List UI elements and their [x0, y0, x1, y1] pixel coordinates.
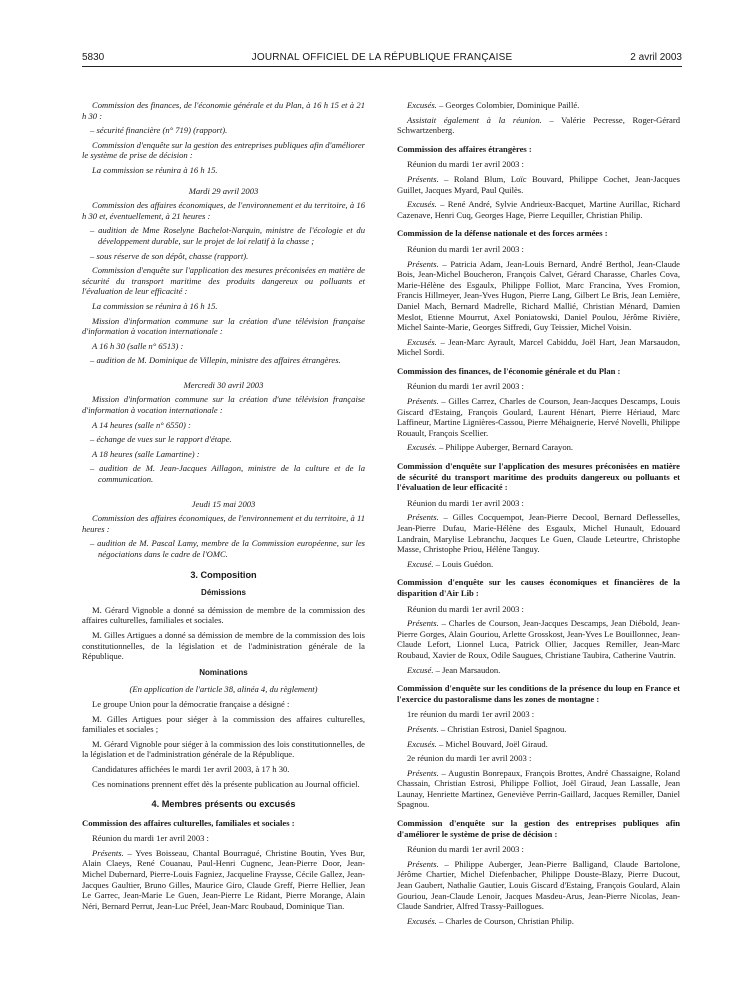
left-column: [82, 100, 365, 915]
excused-label: Excusés.: [407, 442, 437, 453]
excused-names: – Jean-Marc Ayrault, Marcel Cabiddu, Joël Hart, Jean Marsaudon, Michel Sordi.: [397, 336, 680, 358]
agenda-time: A 14 heures (salle n° 6550) :: [92, 419, 191, 430]
agenda-item: – audition de M. Jean-Jacques Aillagon, ministre de la culture et de la communication.: [90, 463, 365, 485]
agenda-item: – audition de Mme Roselyne Bachelot-Narquin, ministre de l'écologie et du développement durable, sur le projet de loi relatif à la chasse ;: [90, 225, 365, 246]
issue-date: 2 avril 2003: [630, 52, 682, 63]
body-paragraph: M. Gérard Vignoble pour siéger à la commission des lois constitutionnelles, de la législation et de l'administration générale de la République.: [82, 738, 365, 760]
section-heading: 4. Membres présents ou excusés: [151, 799, 296, 810]
present-label: Présents.: [407, 858, 439, 869]
attendance-present: [397, 396, 680, 438]
attendance-present: [397, 174, 680, 195]
present-label: Présents.: [407, 767, 439, 778]
present-names: – Philippe Auberger, Jean-Pierre Balligand, Claude Bartolone, Jérôme Chartier, Michel Diefenbacher, Philippe Douste-Blazy, Pierre Ducout, Jean Gaubert, Nathalie Gautier, Louis Giscard d'Estaing, François Goulard, Alain Gouriou, Jean-Claude Lenoir, Jacques Masdeu-Arus, Jean-Pierre Nicolas, Jean-Claude Sandrier, Alfred Trassy-Paillogues.: [397, 858, 680, 912]
agenda-paragraph: Mission d'information commune sur la création d'une télévision française d'information à vocation internationale :: [82, 394, 365, 416]
right-column: [397, 100, 680, 930]
commission-title: Commission de la défense nationale et des forces armées :: [397, 228, 608, 239]
present-names: – Patricia Adam, Jean-Louis Bernard, André Berthol, Jean-Claude Bois, Jean-Michel Boucheron, François Calvet, Gérard Charasse, Charles Cova, Marie-Hélène des Esgaulx, Philippe Folliot, Marc Francina, Yves Fromion, Francis Hillmeyer, Jean-Yves Hugon, Pierre Lang, Gilbert Le Bris, Jean Lemière, Daniel Mach, Bernard Madrelle, Richard Mallié, Christian Ménard, Damien Meslot, Etienne Mourrut, Axel Poniatowski, Daniel Poulou, Jérôme Rivière, Michel Sainte-Marie, Georges Siffredi, Guy Teissier, Michel Voisin.: [397, 258, 680, 333]
excused-label: Excusés.: [407, 100, 437, 110]
commission-title: Commission d'enquête sur la gestion des entreprises publiques afin d'améliorer le système de prise de décision :: [397, 818, 680, 839]
meeting-line: Réunion du mardi 1er avril 2003 :: [407, 159, 524, 170]
attendance-present: [397, 859, 680, 912]
present-names: – Yves Boisseau, Chantal Bourragué, Christine Boutin, Yves Bur, Alain Claeys, René Couanau, Paul-Henri Cugnenc, Jean-Pierre Door, Jean-Michel Dubernard, Pierre-Louis Fagniez, Jacqueline Fraysse, Cécile Gallez, Jean-Jacques Gaultier, Bruno Gilles, Maurice Giro, Claude Greff, Pierre Hellier, Jean Le Garrec, Jean-Marie Le Guen, Jean-Pierre Le Ridant, Pierre Morange, Alain Néri, Bernard Perrut, Jean-Luc Préel, Jean-Marc Roubaud, Dominique Tian.: [82, 847, 365, 911]
excused-names: – Georges Colombier, Dominique Paillé.: [436, 100, 580, 110]
meeting-line: Réunion du mardi 1er avril 2003 :: [407, 603, 524, 614]
meeting-line: 2e réunion du mardi 1er avril 2003 :: [407, 753, 532, 764]
meeting-line: 1re réunion du mardi 1er avril 2003 :: [407, 709, 535, 720]
commission-title: Commission des affaires culturelles, familiales et sociales :: [82, 817, 295, 828]
agenda-time: A 16 h 30 (salle n° 6513) :: [92, 340, 184, 351]
present-names: – Roland Blum, Loïc Bouvard, Philippe Cochet, Jean-Jacques Guillet, Jacques Myard, Paul Quilès.: [397, 173, 680, 195]
excused-label: Excusés.: [407, 336, 437, 347]
excused-names: – Charles de Courson, Christian Philip.: [436, 915, 574, 926]
attendance-present: [82, 848, 365, 912]
attendance-excused: [397, 739, 680, 750]
present-label: Présents.: [407, 512, 439, 523]
agenda-paragraph: Commission des affaires économiques, de l'environnement et du territoire, à 16 h 30 et, éventuellement, à 21 heures :: [82, 200, 365, 221]
agenda-item: – audition de M. Pascal Lamy, membre de la Commission européenne, sur les négociations dans le cadre de l'OMC.: [90, 538, 365, 559]
excused-names: – Philippe Auberger, Bernard Carayon.: [436, 442, 574, 453]
agenda-paragraph: Mission d'information commune sur la création d'une télévision française d'information à vocation internationale :: [82, 315, 365, 337]
attendance-excused: [397, 559, 680, 570]
agenda-item: – échange de vues sur le rapport d'étape.: [90, 434, 232, 445]
date-heading: Jeudi 15 mai 2003: [191, 498, 256, 509]
attendance-excused: [397, 199, 680, 220]
attendance-also: [397, 115, 680, 136]
subsection-heading: Démissions: [201, 588, 246, 598]
attendance-excused: [397, 442, 680, 453]
present-names: – Christian Estrosi, Daniel Spagnou.: [438, 723, 567, 734]
commission-title: Commission d'enquête sur l'application des mesures préconisées en matière de sécurité du transport maritime des produits dangereux ou polluants et l'évaluation de leur efficacité :: [397, 461, 680, 493]
attendance-excused: [397, 100, 680, 111]
subsection-heading: Nominations: [199, 667, 248, 677]
body-paragraph: Candidatures affichées le mardi 1er avril 2003, à 17 h 30.: [92, 763, 290, 774]
agenda-item: – sécurité financière (n° 719) (rapport).: [90, 125, 228, 136]
meeting-line: Réunion du mardi 1er avril 2003 :: [407, 381, 524, 392]
excused-label: Excusés.: [407, 199, 437, 210]
present-label: Présents.: [407, 723, 439, 734]
commission-title: Commission des affaires étrangères :: [397, 143, 532, 154]
attendance-present: [397, 724, 680, 735]
present-names: – Charles de Courson, Jean-Jacques Descamps, Jean Diébold, Jean-Pierre Gorges, Alain Gouriou, Arlette Grosskost, Jean-Yves Le Bouillonnec, Jean-Claude Lefort, Lionnel Luca, Patrick Ollier, Jacques Remiller, Jean-Marc Roubaud, Xavier de Roux, Odile Saugues, Christiane Taubira, Catherine Vautrin.: [397, 618, 680, 660]
present-names: – Augustin Bonrepaux, François Brottes, André Chassaigne, Roland Chassain, Christian Estrosi, Philippe Folliot, Joël Giraud, Jean Lassalle, Jean Launay, Henriette Martinez, Geneviève Perrin-Gaillard, Jacques Remiller, Daniel Spagnou.: [397, 767, 680, 810]
also-label: Assistait également à la réunion.: [407, 114, 542, 125]
excused-label: Excusés.: [407, 738, 437, 749]
commission-title: Commission des finances, de l'économie générale et du Plan :: [397, 365, 621, 376]
commission-title: Commission d'enquête sur les causes économiques et financières de la disparition d'Air Lib :: [397, 577, 680, 598]
excused-names: – René André, Sylvie Andrieux-Bacquet, Martine Aurillac, Richard Cazenave, Henri Cuq, Georges Hage, Pierre Lequiller, Christian Philip.: [397, 199, 680, 220]
agenda-paragraph: Commission d'enquête sur la gestion des entreprises publiques afin d'améliorer le système de prise de décision :: [82, 139, 366, 161]
present-label: Présents.: [407, 173, 439, 184]
excused-names: – Jean Marsaudon.: [433, 664, 501, 675]
agenda-item: – audition de M. Dominique de Villepin, ministre des affaires étrangères.: [90, 355, 341, 366]
excused-names: – Louis Guédon.: [433, 558, 494, 569]
agenda-item: – sous réserve de son dépôt, chasse (rapport).: [90, 250, 249, 261]
attendance-excused: [397, 916, 680, 927]
body-paragraph: M. Gérard Vignoble a donné sa démission de membre de la commission des affaires culturelles, familiales et sociales.: [82, 604, 365, 626]
excused-names: – Michel Bouvard, Joël Giraud.: [436, 738, 548, 749]
attendance-present: [397, 768, 680, 810]
journal-title: JOURNAL OFFICIEL DE LA RÉPUBLIQUE FRANÇAISE: [251, 52, 513, 63]
header-rule: [82, 66, 682, 67]
attendance-excused: [397, 665, 680, 676]
present-label: Présents.: [407, 258, 439, 269]
attendance-present: [397, 618, 680, 660]
meeting-line: Réunion du mardi 1er avril 2003 :: [407, 844, 524, 855]
meeting-line: Réunion du mardi 1er avril 2003 :: [407, 243, 524, 254]
attendance-present: [397, 512, 680, 554]
excused-label: Excusé.: [407, 558, 434, 569]
present-label: Présents.: [407, 396, 439, 407]
page-number: 5830: [82, 52, 105, 63]
agenda-note: La commission se réunira à 16 h 15.: [92, 164, 218, 175]
body-paragraph: M. Gilles Artigues pour siéger à la commission des affaires culturelles, familiales et sociales ;: [82, 713, 365, 735]
present-names: – Gilles Carrez, Charles de Courson, Jean-Jacques Descamps, Louis Giscard d'Estaing, François Goulard, Laurent Hénart, Pierre Hériaud, Marc Laffineur, Martine Lignières-Cassou, Pierre Méhaignerie, Hervé Novelli, Philippe Rouault, François Scellier.: [397, 396, 680, 438]
excused-label: Excusés.: [407, 915, 437, 926]
date-heading: Mardi 29 avril 2003: [188, 185, 259, 196]
meeting-line: Réunion du mardi 1er avril 2003 :: [407, 497, 524, 508]
agenda-time: A 18 heures (salle Lamartine) :: [92, 448, 200, 459]
agenda-paragraph: Commission des affaires économiques, de l'environnement et du territoire, à 11 heures :: [82, 513, 365, 534]
nomination-reference: (En application de l'article 38, alinéa 4, du règlement): [129, 684, 318, 695]
also-names: – Valérie Pecresse, Roger-Gérard Schwartzenberg.: [397, 114, 680, 136]
present-label: Présents.: [407, 618, 439, 629]
commission-title: Commission d'enquête sur les conditions de la présence du loup en France et l'exercice du pastoralisme dans les zones de montagne :: [397, 683, 680, 704]
present-label: Présents.: [92, 847, 124, 858]
present-names: – Gilles Cocquempot, Jean-Pierre Decool, Bernard Deflesselles, Jean-Pierre Dufau, Marie-Hélène des Esgaulx, Michel Hunault, Edouard Landrain, Marylise Lebranchu, Jacques Le Guen, Claude Leteurtre, Christophe Masse, Christophe Priou, Hélène Tanguy.: [397, 512, 680, 555]
excused-label: Excusé.: [407, 664, 434, 675]
agenda-note: La commission se réunira à 16 h 15.: [92, 300, 218, 311]
agenda-paragraph: Commission des finances, de l'économie générale et du Plan, à 16 h 15 et à 21 h 30 :: [82, 100, 365, 121]
body-paragraph: Ces nominations prennent effet dès la présente publication au Journal officiel.: [92, 778, 360, 789]
agenda-paragraph: Commission d'enquête sur l'application des mesures préconisées en matière de sécurité du transport maritime des produits dangereux ou polluants et l'évaluation de leur efficacité :: [82, 265, 365, 297]
meeting-line: Réunion du mardi 1er avril 2003 :: [92, 833, 209, 844]
date-heading: Mercredi 30 avril 2003: [183, 379, 264, 390]
body-paragraph: M. Gilles Artigues a donné sa démission de membre de la commission des lois constitutionnelles, de la législation et de l'administration générale de la République.: [82, 629, 365, 662]
attendance-excused: [397, 337, 680, 358]
attendance-present: [397, 259, 680, 333]
section-heading: 3. Composition: [190, 569, 257, 580]
body-paragraph: Le groupe Union pour la démocratie française a désigné :: [92, 698, 290, 709]
